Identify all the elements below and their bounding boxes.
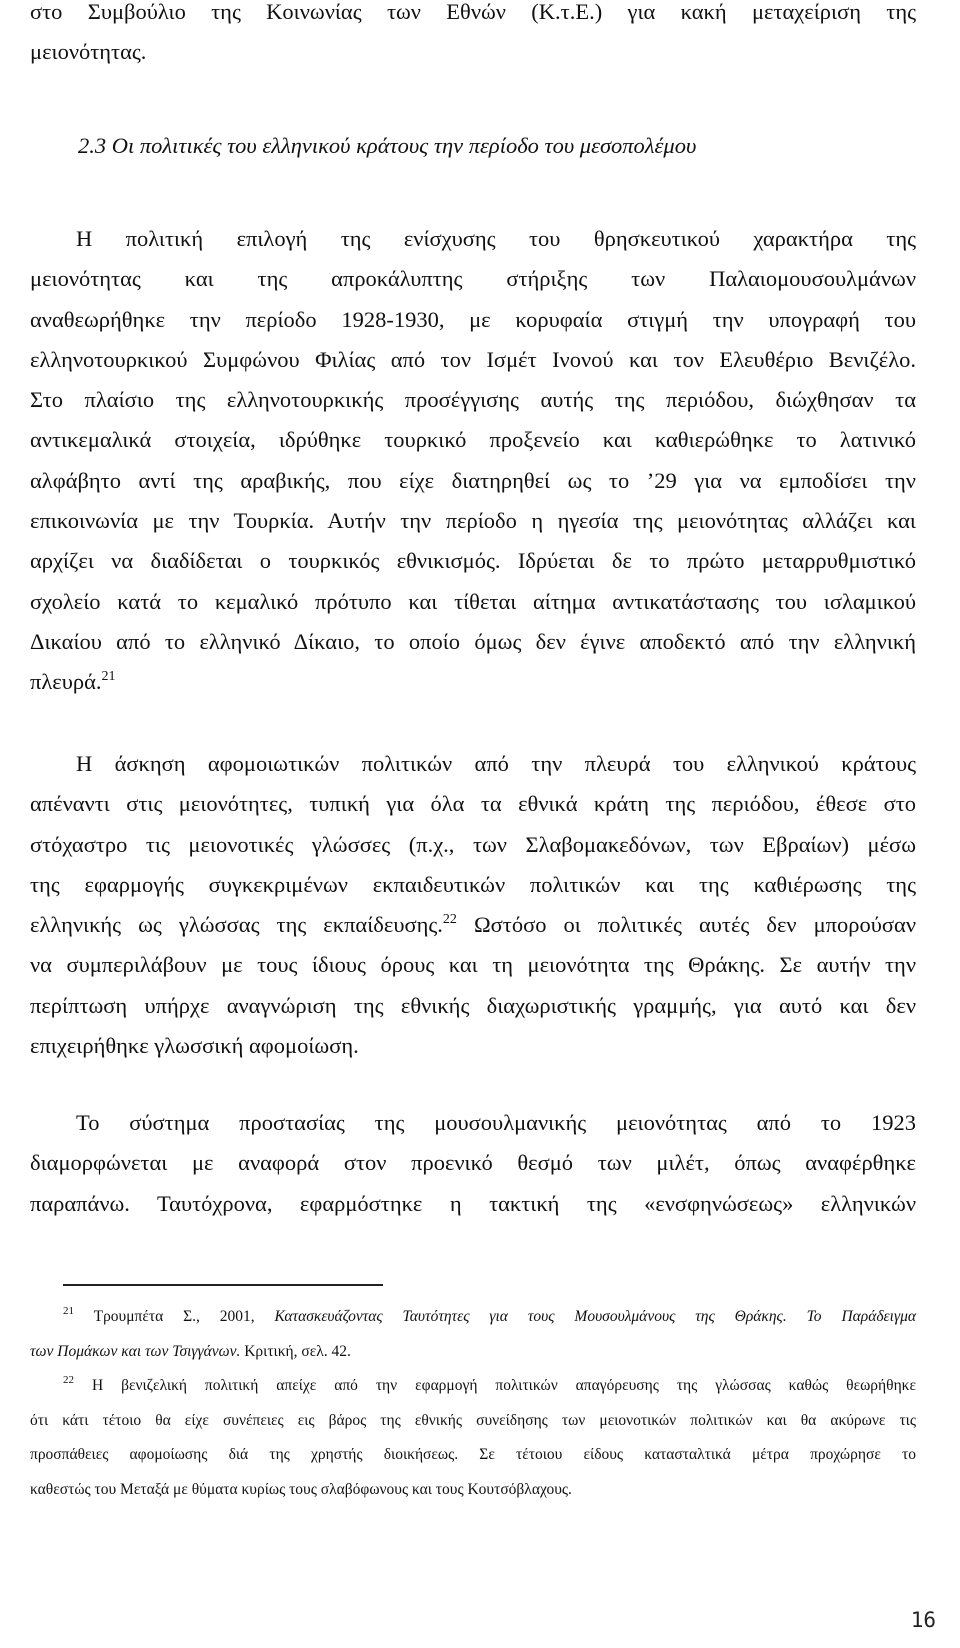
text-fragment: Η βενιζελική πολιτική απείχε από την εφαρμογή πολιτικών απαγόρευσης της γλώσσας καθώς θεωρήθηκε — [74, 1377, 916, 1394]
page-number: 16 — [910, 1608, 936, 1632]
text-line: μειονότητας και της απροκάλυπτης στήριξης των Παλαιομουσουλμάνων — [30, 266, 916, 292]
footnote-number: 22 — [63, 1374, 74, 1386]
text-line: της εφαρμογής συγκεκριμένων εκπαιδευτικών πολιτικών και της καθιέρωσης της — [30, 871, 916, 897]
text-fragment: Κριτική, σελ. 42. — [240, 1342, 351, 1360]
text-line: Δικαίου από το ελληνικό Δίκαιο, το οποίο όμως δεν έγινε αποδεκτό από την ελληνική — [30, 628, 916, 654]
text-fragment: ελληνικής ως γλώσσας της εκπαίδευσης. — [30, 912, 443, 938]
text-fragment: Κατασκευάζοντας Ταυτότητες για τους Μουσουλμάνους της Θράκης. Το Παράδειγμα — [274, 1308, 916, 1325]
text-line: μειονότητας. — [30, 39, 147, 65]
text-line: στο Συμβούλιο της Κοινωνίας των Εθνών (Κ.τ.Ε.) για κακή μεταχείριση της — [30, 0, 916, 24]
text-line: ελληνοτουρκικού Συμφώνου Φιλίας από τον Ισμέτ Ινονού και τον Ελευθέριο Βενιζέλο. — [30, 346, 916, 372]
paragraph-1 — [30, 219, 916, 703]
text-line: στόχαστρο τις μειονοτικές γλώσσες (π.χ., των Σλαβομακεδόνων, των Εβραίων) μέσω — [30, 831, 916, 857]
text-line: αναθεωρήθηκε την περίοδο 1928-1930, με κορυφαία στιγμή την υπογραφή του — [30, 306, 916, 332]
text-line: απέναντι στις μειονότητες, τυπική για όλα τα εθνικά κράτη της περιόδου, έθεσε στο — [30, 791, 916, 817]
text-line: αρχίζει να διαδίδεται ο τουρκικός εθνικισμός. Ιδρύεται δε το πρώτο μεταρρυθμιστικό — [30, 548, 916, 574]
paragraph-3 — [30, 1103, 916, 1224]
text-line: περίπτωση υπήρχε αναγνώριση της εθνικής διαχωριστικής γραμμής, για αυτό και δεν — [30, 992, 916, 1018]
text-fragment: πλευρά. — [30, 669, 102, 695]
footnote-divider — [63, 1284, 383, 1286]
text-line: αντικεμαλικά στοιχεία, ιδρύθηκε τουρκικό προξενείο και καθιερώθηκε το λατινικό — [30, 427, 916, 453]
text-line: Το σύστημα προστασίας της μουσουλμανικής μειονότητας από το 1923 — [76, 1110, 916, 1135]
text-line: Η άσκηση αφομοιωτικών πολιτικών από την πλευρά του ελληνικού κράτους — [76, 751, 916, 776]
footnote-22 — [30, 1369, 916, 1404]
footnote-22-line3: προσπάθειες αφομοίωσης διά της χρηστής διοικήσεως. Σε τέτοιου είδους κατασταλτικά μέτρα προχώρησε το — [30, 1446, 916, 1463]
paragraph-2 — [30, 744, 916, 1066]
text-line: Στο πλαίσιο της ελληνοτουρκικής προσέγγισης αυτής της περιόδου, διώχθησαν τα — [30, 387, 916, 413]
text-fragment: Τρουμπέτα Σ., 2001, — [74, 1308, 275, 1325]
footnote-number: 21 — [63, 1305, 74, 1317]
text-line: Η πολιτική επιλογή της ενίσχυσης του θρησκευτικού χαρακτήρα της — [76, 226, 916, 251]
footnote-ref-21[interactable]: 21 — [101, 669, 116, 685]
section-heading: 2.3 Οι πολιτικές του ελληνικού κράτους την περίοδο του μεσοπολέμου — [78, 133, 697, 158]
text-line — [30, 662, 916, 702]
text-fragment: Ωστόσο οι πολιτικές αυτές δεν μπορούσαν — [456, 912, 916, 938]
text-line: σχολείο κατά το κεμαλικό πρότυπο και τίθεται αίτημα αντικατάστασης του ισλαμικού — [30, 588, 916, 614]
text-fragment: των Πομάκων και των Τσιγγάνων. — [30, 1342, 241, 1360]
text-line — [30, 905, 916, 945]
footnote-ref-22[interactable]: 22 — [442, 912, 457, 928]
footnote-22-line2: ότι κάτι τέτοιο θα είχε συνέπειες εις βάρος της εθνικής συνείδησης των μειονοτικών πολιτικών και θα ακύρωνε τις — [30, 1411, 916, 1429]
footnotes — [30, 1300, 916, 1507]
text-line: επιχειρήθηκε γλωσσική αφομοίωση. — [30, 1033, 359, 1059]
text-line: να συμπεριλάβουν με τους ίδιους όρους και τη μειονότητα της Θράκης. Σε αυτήν την — [30, 952, 916, 978]
text-line: αλφάβητο αντί της αραβικής, που είχε διατηρηθεί ως το ’29 για να εμποδίσει την — [30, 467, 916, 493]
footnote-21 — [30, 1300, 916, 1335]
footnote-21-line2 — [30, 1335, 916, 1370]
text-line: διαμορφώνεται με αναφορά στον προενικό θεσμό των μιλέτ, όπως αναφέρθηκε — [30, 1150, 916, 1176]
intro-paragraph — [30, 0, 916, 73]
text-line: επικοινωνία με την Τουρκία. Αυτήν την περίοδο η ηγεσία της μειονότητας αλλάζει και — [30, 508, 916, 534]
text-line: παραπάνω. Ταυτόχρονα, εφαρμόστηκε η τακτική της «ενσφηνώσεως» ελληνικών — [30, 1190, 916, 1216]
footnote-22-line4: καθεστώς του Μεταξά με θύματα κυρίως τους σλαβόφωνους και τους Κουτσόβλαχους. — [30, 1480, 572, 1498]
